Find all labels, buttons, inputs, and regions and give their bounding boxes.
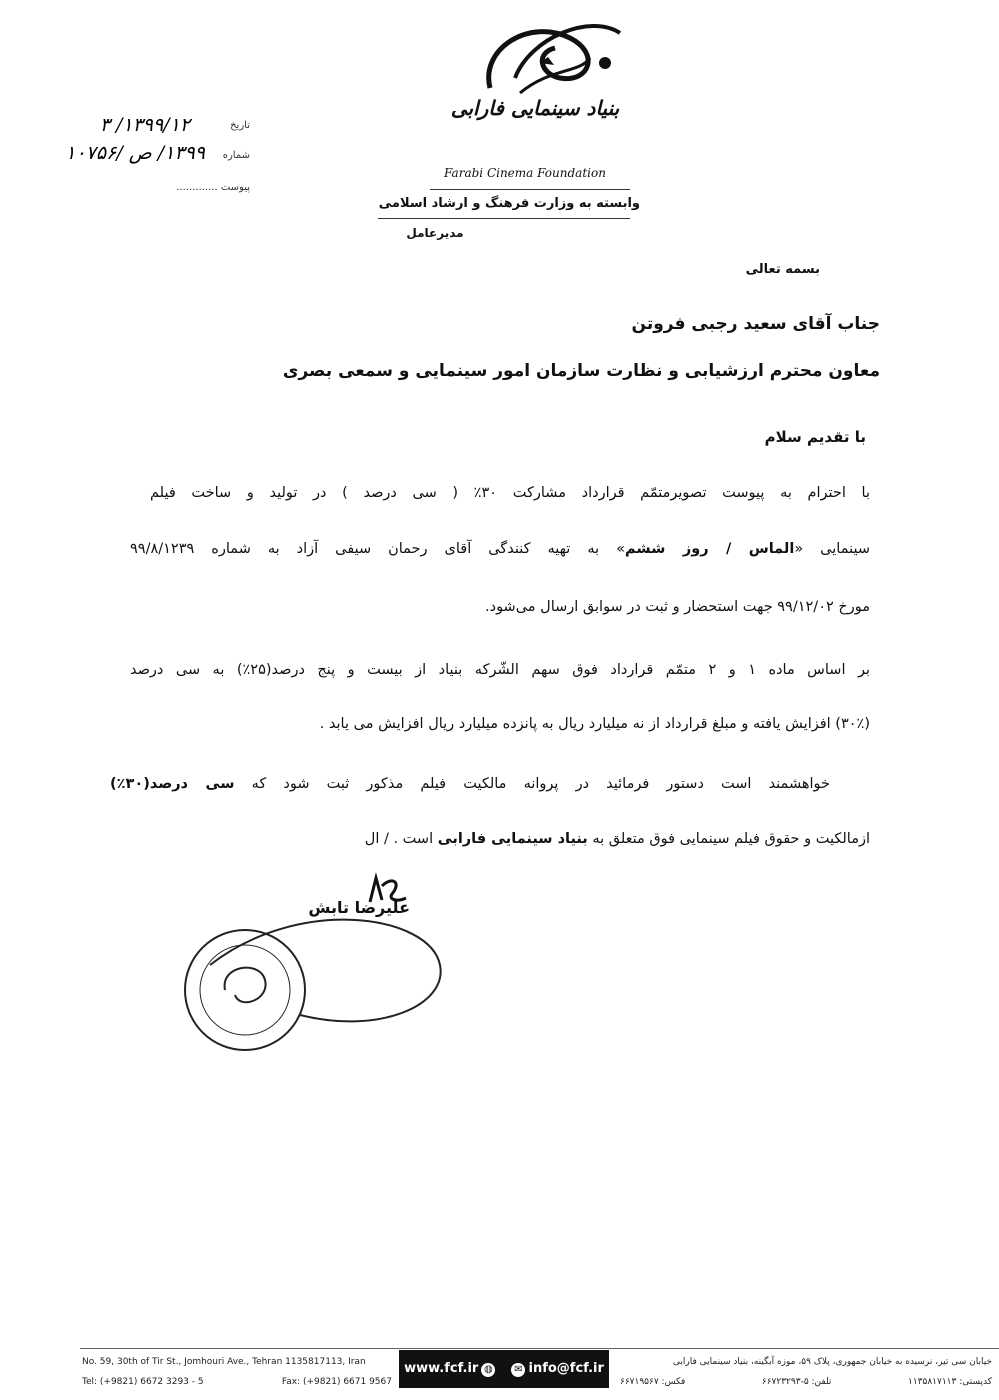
paragraph-1-line-1: با احترام به پیوست تصویرمتمّم قرارداد مشارکت ۳۰٪ ( سی درصد ) در تولید و ساخت فیلم [150, 485, 871, 501]
attachment-row: پیوست ............. [176, 182, 250, 193]
postal-fa: کدپستی: ۱۱۳۵۸۱۷۱۱۳ [908, 1377, 992, 1387]
signer-name: علیرضا تابش [308, 898, 410, 917]
greeting: با تقدیم سلام [764, 428, 866, 446]
logo-persian-text: بنیاد سینمایی فارابی [450, 96, 620, 120]
footer-address-en [82, 1352, 392, 1392]
mail-icon: ✉ [511, 1363, 525, 1377]
address-en: No. 59, 30th of Tir St., Jomhouri Ave., Tehran 1135817113, Iran [82, 1357, 366, 1367]
fax-fa: فکس: ۶۶۷۱۹۵۶۷ [620, 1377, 686, 1387]
paragraph-2-line-2: (۳۰٪) افزایش یافته و مبلغ قرارداد از نه میلیارد ریال به پانزده میلیارد ریال افزایش می یابد . [319, 716, 870, 732]
email-link[interactable]: ✉ info@fcf.ir [508, 1361, 603, 1377]
number-row [223, 150, 250, 161]
tel-fa: تلفن: ۵-۶۶۷۲۳۲۹۳ [761, 1377, 832, 1387]
date-row [230, 120, 250, 131]
header-divider [430, 189, 630, 190]
paragraph-3-line-1: خواهشمند است دستور فرمائید در پروانه مالکیت فیلم مذکور ثبت شود که سی درصد(۳۰٪) [110, 776, 831, 792]
paragraph-1-line-3: مورخ ۹۹/۱۲/۰۲ جهت استحضار و ثبت در سوابق ارسال می‌شود. [485, 599, 870, 615]
official-stamp-icon [180, 905, 455, 1055]
website-link[interactable]: www.fcf.ir ◍ [404, 1361, 498, 1377]
bismillah: بسمه تعالی [745, 262, 820, 277]
ministry-affiliation: وابسته به وزارت فرهنگ و ارشاد اسلامی [378, 196, 640, 211]
paragraph-2-line-1: بر اساس ماده ۱ و ۲ متمّم قرارداد فوق سهم الشّرکه بنیاد از بیست و پنج درصد(۲۵٪) به سی درصد [130, 662, 870, 678]
tel-en: Tel: (+9821) 6672 3293 - 5 [82, 1377, 204, 1387]
fax-en: Fax: (+9821) 6671 9567 [281, 1377, 392, 1387]
foundation-logo [420, 8, 650, 198]
footer-divider [80, 1348, 999, 1349]
department-title: مدیرعامل [406, 226, 464, 240]
paragraph-1-line-2: سینمایی «الماس / روز ششم» به تهیه کنندگی آقای رحمان سیفی آزاد به شماره ۹۹/۸/۱۲۳۹ [130, 541, 871, 557]
letter-meta [20, 112, 250, 202]
footer-contact-bar [399, 1350, 609, 1388]
address-fa: خیابان سی تیر، نرسیده به خیابان جمهوری، پلاک ۵۹، موزه آبگینه، بنیاد سینمایی فارابی [672, 1357, 992, 1367]
globe-icon: ◍ [481, 1363, 495, 1377]
date-label: تاریخ [230, 120, 250, 131]
paragraph-3-line-2: ازمالکیت و حقوق فیلم سینمایی فوق متعلق به بنیاد سینمایی فارابی است . / ال [364, 831, 870, 847]
number-label: شماره [222, 150, 250, 161]
footer-address-fa [620, 1352, 992, 1392]
recipient-name: جناب آقای سعید رجبی فروتن [631, 314, 880, 334]
date-value: ۱۳۹۹/۱۲/ ۳ [99, 114, 190, 136]
attachment-label: پیوست [220, 182, 250, 193]
number-value: ۱۳۹۹/ ص /۱۰۷۵۶ [65, 142, 205, 164]
header-divider-secondary [378, 218, 630, 219]
logo-english-text: Farabi Cinema Foundation [444, 166, 606, 180]
film-title: الماس / روز ششم [625, 541, 795, 557]
recipient-position: معاون محترم ارزشیابی و نظارت سازمان امور سینمایی و سمعی بصری [282, 361, 880, 381]
